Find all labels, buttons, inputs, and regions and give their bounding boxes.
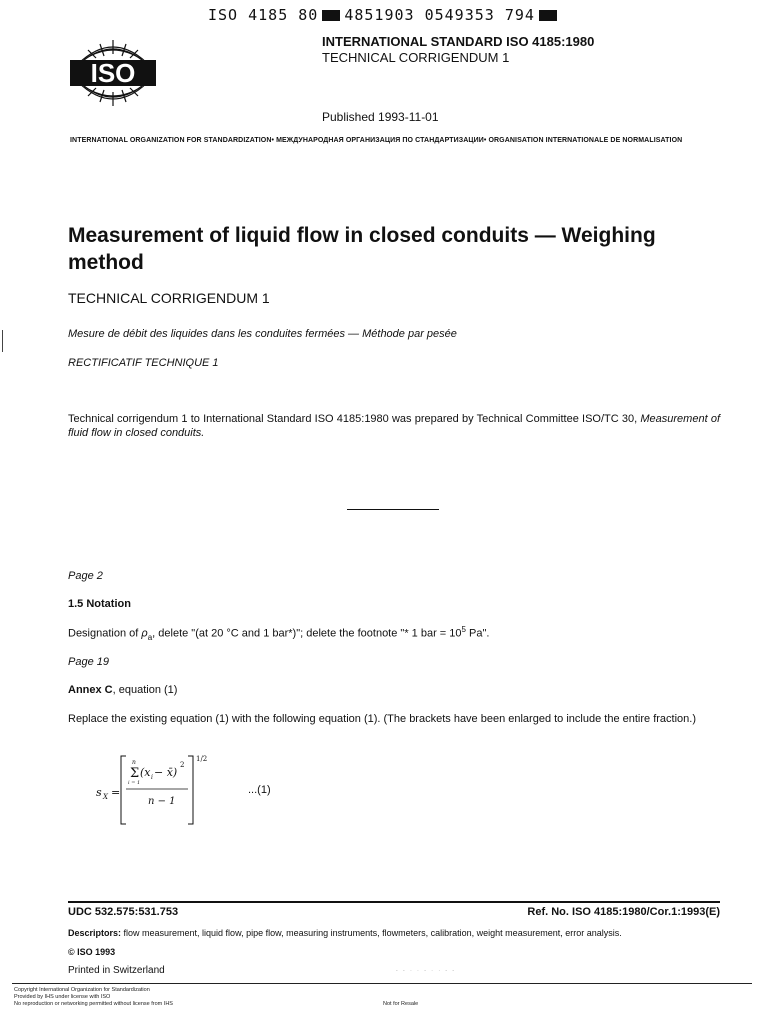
footer-rule	[68, 901, 720, 903]
organization-line: INTERNATIONAL ORGANIZATION FOR STANDARDIZATION• МЕЖДУНАРОДНАЯ ОРГАНИЗАЦИЯ ПО СТАНДАРТИЗАЦИИ• ORGANISATION INTERNATIONALE DE NORMALISATION	[70, 137, 683, 144]
eq-sum-bottom: i = 1	[128, 780, 141, 786]
designation-pre: Designation of	[68, 627, 142, 640]
eq-power: 1/2	[196, 755, 208, 763]
eq-term: (x	[140, 766, 151, 779]
eq-sigma: Σ	[130, 766, 140, 781]
french-title: Mesure de débit des liquides dans les conduites fermées — Méthode par pesée	[68, 328, 457, 340]
iso-logo	[70, 36, 156, 108]
descriptors-list: flow measurement, liquid flow, pipe flow, measuring instruments, flowmeters, calibration, weight measurement, error analysis.	[121, 928, 622, 938]
barcode-left: ISO 4185 80	[208, 6, 319, 24]
not-for-resale: Not for Resale	[383, 1001, 419, 1007]
annex-bold: Annex C	[68, 684, 113, 696]
eq-term-sub: i	[151, 774, 153, 781]
eq-lhs: s	[96, 786, 102, 799]
margin-mark	[2, 330, 3, 352]
section-divider	[347, 509, 439, 510]
page-2-label: Page 2	[68, 570, 103, 582]
replace-paragraph: Replace the existing equation (1) with the following equation (1). (The brackets have been enlarged to include the entire fraction.)	[68, 713, 696, 725]
designation-post: , delete "(at 20 °C and 1 bar*)"; delete the footnote "* 1 bar = 10	[152, 627, 462, 640]
designation-end: Pa".	[465, 627, 490, 640]
annex-reference	[68, 684, 177, 696]
eq-square: 2	[180, 761, 185, 769]
published-date: Published 1993-11-01	[322, 110, 439, 124]
annex-rest: , equation (1)	[112, 684, 178, 696]
page-19-label: Page 19	[68, 656, 109, 668]
faint-marks: - - · · - · · - -	[396, 968, 457, 974]
corrigendum-label: TECHNICAL CORRIGENDUM 1	[68, 290, 270, 306]
eq-term-mid: − x̄)	[154, 766, 178, 779]
rectificatif-label: RECTIFICATIF TECHNIQUE 1	[68, 357, 219, 369]
standard-subtitle: TECHNICAL CORRIGENDUM 1	[322, 50, 510, 65]
udc-code: UDC 532.575:531.753	[68, 906, 179, 918]
document-title: Measurement of liquid flow in closed conduits — Weighing method	[68, 224, 656, 274]
standard-title: INTERNATIONAL STANDARD ISO 4185:1980	[322, 34, 595, 49]
license-line-3: No reproduction or networking permitted without license from IHS	[14, 1001, 173, 1007]
copyright: © ISO 1993	[68, 947, 116, 957]
printed-in: Printed in Switzerland	[68, 965, 165, 976]
license-line-2: Provided by IHS under license with ISO	[14, 994, 111, 1000]
exponent: 5	[461, 625, 466, 634]
barcode-block	[322, 10, 340, 21]
barcode-line	[208, 6, 561, 24]
descriptors-label: Descriptors:	[68, 928, 122, 938]
eq-equals: =	[111, 786, 121, 799]
reference-number: Ref. No. ISO 4185:1980/Cor.1:1993(E)	[527, 906, 720, 918]
equation-number: ...(1)	[248, 784, 271, 796]
iso-logo-text: ISO	[90, 58, 136, 88]
notation-heading: 1.5 Notation	[68, 598, 131, 610]
eq-denominator: n − 1	[148, 796, 176, 807]
eq-lhs-sub: X	[103, 793, 108, 801]
license-line-1: Copyright International Organization for Standardization	[14, 987, 150, 993]
eq-sum-top: n	[132, 759, 136, 766]
rho-subscript: a	[147, 632, 153, 642]
descriptors	[68, 928, 728, 938]
intro-paragraph	[68, 412, 720, 440]
license-rule	[12, 983, 752, 984]
barcode-block	[539, 10, 557, 21]
intro-text: Technical corrigendum 1 to International Standard ISO 4185:1980 was prepared by Technical Committee ISO/TC 30,	[68, 413, 638, 425]
rho-symbol: ρ	[141, 627, 148, 640]
designation-text	[68, 625, 489, 642]
intro-committee-title: Measurement of fluid flow in closed conduits.	[68, 413, 720, 439]
barcode-right: 4851903 0549353 794	[344, 6, 535, 24]
